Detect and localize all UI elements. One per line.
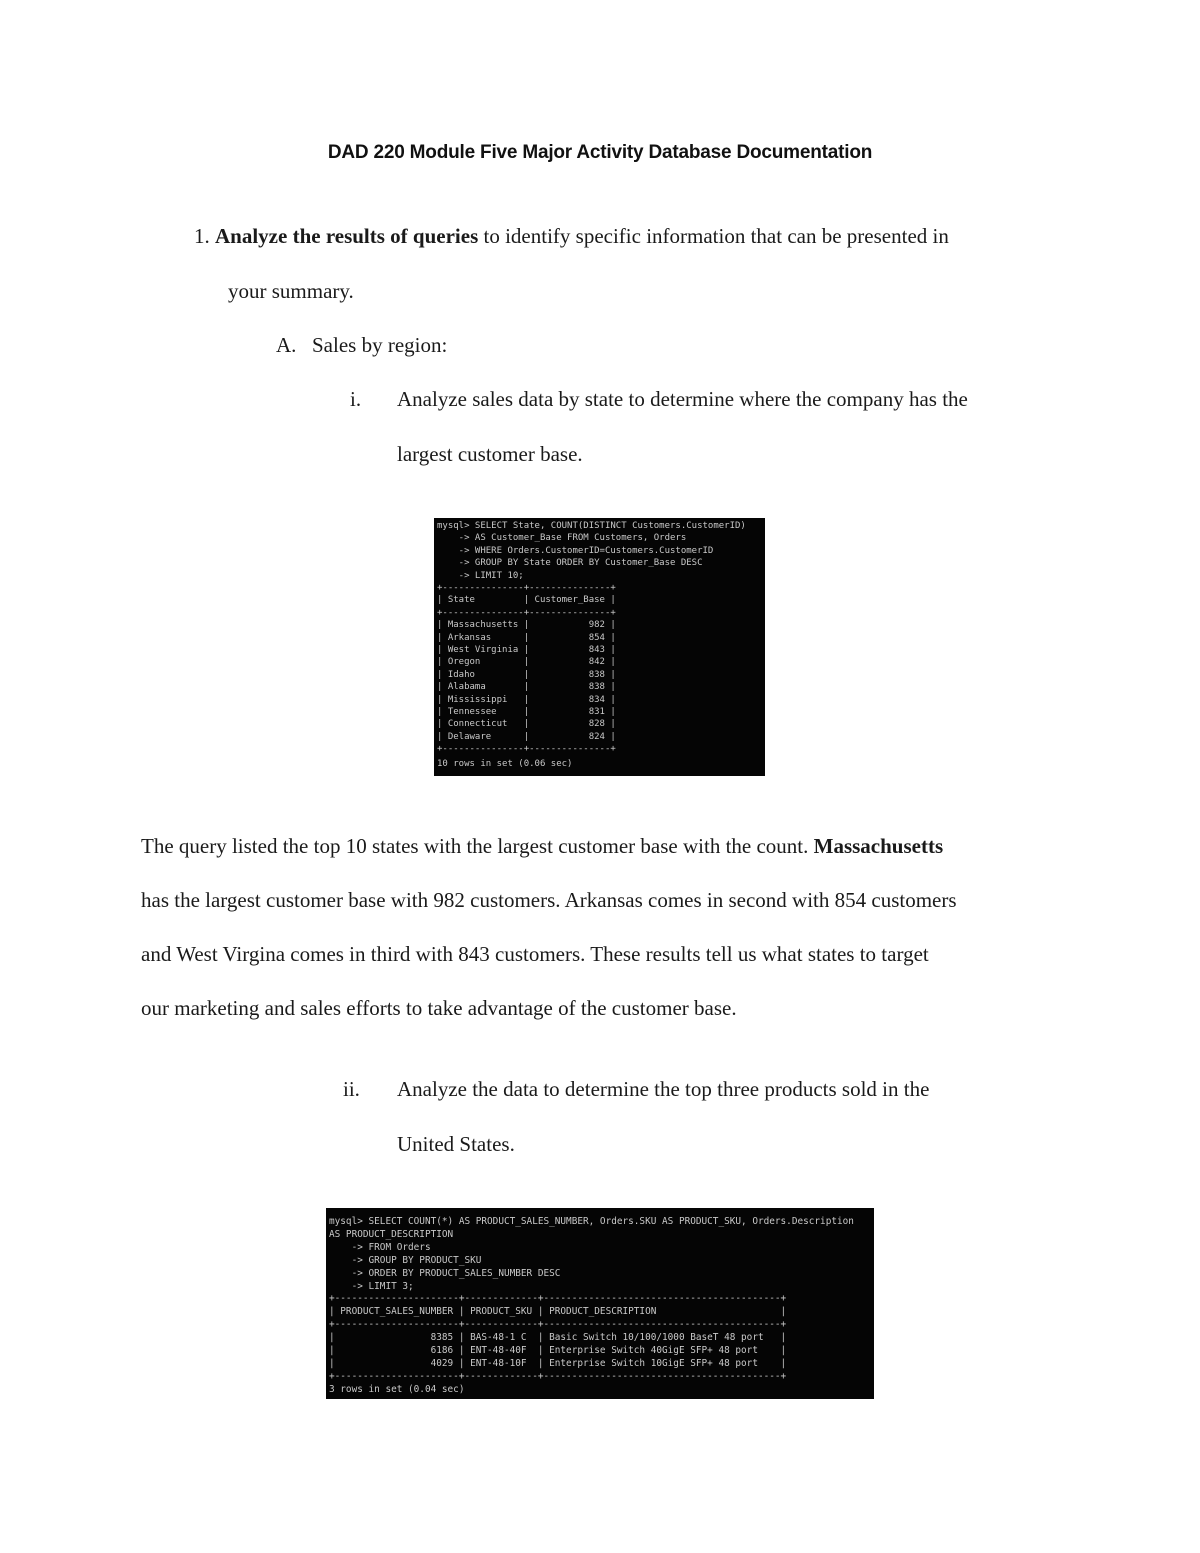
item-1-text: to identify specific information that can be presented in (478, 224, 949, 248)
item-ii-line-1: Analyze the data to determine the top three products sold in the (397, 1077, 930, 1101)
query-2-screenshot (326, 1208, 874, 1399)
query-2-line: -> FROM Orders (329, 1241, 431, 1253)
query-1-line: | Oregon | 842 | (437, 657, 616, 668)
item-1-bold-text: Analyze the results of queries (215, 224, 479, 248)
query-1-line: -> GROUP BY State ORDER BY Customer_Base DESC (437, 558, 703, 569)
query-1-line: -> WHERE Orders.CustomerID=Customers.CustomerID (437, 545, 714, 556)
query-2-line: | 4029 | ENT-48-10F | Enterprise Switch 10GigE SFP+ 48 port | (329, 1357, 787, 1369)
query-1-screenshot (434, 518, 765, 776)
query-1-line: | Massachusetts | 982 | (437, 620, 616, 631)
item-i-line-2: largest customer base. (397, 442, 583, 466)
query-1-line: | Tennessee | 831 | (437, 707, 616, 717)
paragraph-line-1-text: The query listed the top 10 states with the largest customer base with the count. (141, 834, 814, 858)
item-1-number: 1. (194, 224, 210, 248)
query-1-line: | Arkansas | 854 | (437, 632, 616, 643)
query-1-line: mysql> SELECT State, COUNT(DISTINCT Customers.CustomerID) (437, 521, 746, 531)
query-1-line: | Delaware | 824 | (437, 731, 616, 742)
item-i-marker: i. (350, 387, 362, 411)
query-1-line: +---------------+---------------+ (437, 607, 616, 618)
query-1-line: | Alabama | 838 | (437, 682, 616, 693)
query-2-line: -> ORDER BY PRODUCT_SALES_NUMBER DESC (329, 1267, 561, 1279)
item-ii-marker: ii. (343, 1077, 360, 1101)
section-a-heading: Sales by region: (312, 333, 448, 357)
query-1-line: | West Virginia | 843 | (437, 645, 616, 655)
query-1-line: -> LIMIT 10; (437, 570, 524, 581)
document-title: DAD 220 Module Five Major Activity Database Documentation (327, 142, 873, 163)
query-1-line: | Connecticut | 828 | (437, 719, 616, 730)
item-i-line-1: Analyze sales data by state to determine where the company has the (397, 387, 968, 411)
query-1-line: | Mississippi | 834 | (437, 694, 616, 705)
query-2-line: -> LIMIT 3; (329, 1280, 414, 1292)
paragraph-line-4: our marketing and sales efforts to take advantage of the customer base. (141, 996, 737, 1020)
query-2-line: +----------------------+-------------+------------------------------------------+ (329, 1370, 787, 1382)
item-ii-line-2: United States. (397, 1132, 515, 1156)
query-2-line: +----------------------+-------------+------------------------------------------+ (329, 1319, 787, 1331)
query-1-line: | State | Customer_Base | (437, 595, 616, 606)
query-1-line: | Idaho | 838 | (437, 669, 616, 680)
query-1-line: +---------------+---------------+ (437, 583, 616, 593)
paragraph-bold-state: Massachusetts (813, 834, 944, 858)
query-2-line: AS PRODUCT_DESCRIPTION (329, 1228, 454, 1240)
query-1-line: +---------------+---------------+ (437, 744, 616, 755)
query-2-line: +----------------------+-------------+------------------------------------------+ (329, 1293, 787, 1305)
query-2-line: -> GROUP BY PRODUCT_SKU (329, 1254, 482, 1266)
query-2-line: | 6186 | ENT-48-40F | Enterprise Switch 40GigE SFP+ 48 port | (329, 1345, 787, 1356)
paragraph-line-1 (141, 832, 943, 860)
query-1-line: -> AS Customer_Base FROM Customers, Orders (437, 533, 687, 544)
query-2-line: 3 rows in set (0.04 sec) (329, 1383, 465, 1395)
query-1-line: 10 rows in set (0.06 sec) (437, 759, 573, 769)
query-2-line: mysql> SELECT COUNT(*) AS PRODUCT_SALES_NUMBER, Orders.SKU AS PRODUCT_SKU, Orders.Description (329, 1216, 854, 1227)
paragraph-line-3: and West Virgina comes in third with 843 customers. These results tell us what states to target (141, 942, 929, 966)
paragraph-line-2: has the largest customer base with 982 customers. Arkansas comes in second with 854 customers (141, 888, 957, 912)
item-1-line (194, 222, 949, 250)
item-1-continuation: your summary. (228, 279, 354, 303)
section-a-marker: A. (276, 333, 297, 357)
query-2-line: | 8385 | BAS-48-1 C | Basic Switch 10/100/1000 BaseT 48 port | (329, 1332, 787, 1344)
query-2-line: | PRODUCT_SALES_NUMBER | PRODUCT_SKU | PRODUCT_DESCRIPTION | (329, 1306, 787, 1318)
